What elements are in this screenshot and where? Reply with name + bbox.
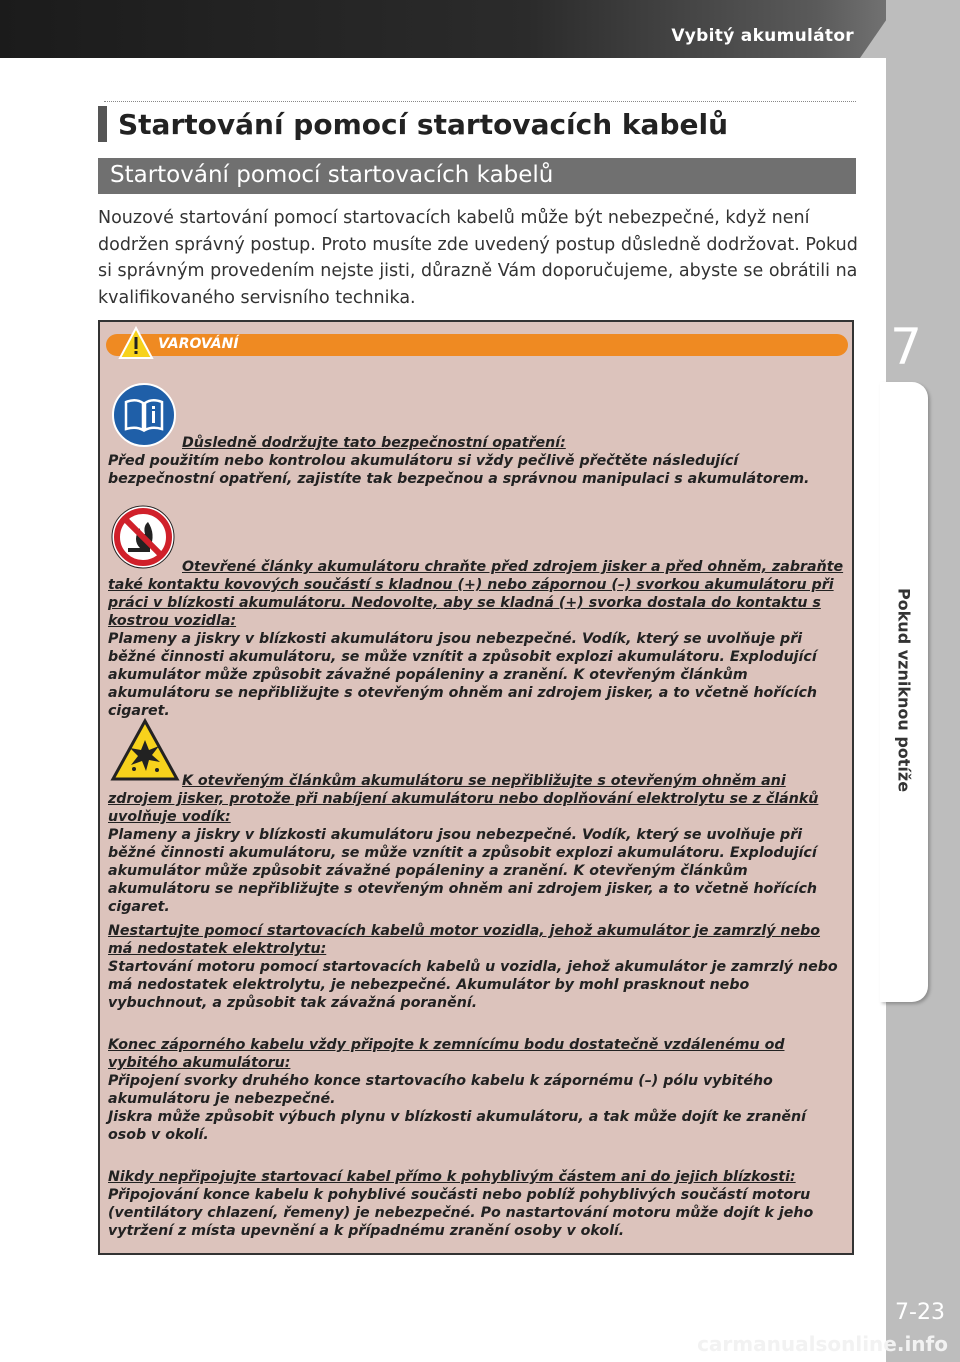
warning-box bbox=[98, 320, 854, 1255]
warning-item-6 bbox=[108, 1168, 848, 1240]
warning-item-6-body: Připojování konce kabelu k pohyblivé součásti nebo poblíž pohyblivých součástí motoru (ventilátory chlazení, řemeny) je nebezpečné. Po nastartování motoru může dojít k jeho vytržení z místa upevnění a k případnému zranění osoby v okolí. bbox=[108, 1187, 814, 1239]
section-title: Startování pomocí startovacích kabelů bbox=[110, 162, 554, 188]
warning-label: VAROVÁNÍ bbox=[158, 336, 239, 352]
title-marker bbox=[98, 106, 107, 142]
warning-item-5-body: Připojení svorky druhého konce startovacího kabelu k zápornému (–) pólu vybitého akumulátoru je nebezpečné. bbox=[108, 1073, 773, 1107]
warning-item-6-heading: Nikdy nepřipojujte startovací kabel přímo k pohyblivým částem ani do jejich blízkosti: bbox=[108, 1169, 796, 1185]
warning-item-2-heading: Otevřené články akumulátoru chraňte před zdrojem jisker a před ohněm, zabraňte také kontaktu kovových součástí s kladnou (+) nebo zápornou (–) svorkou akumulátoru při práci v blízkosti akumulátoru. Nedovolte, aby se kladná (+) svorka dostala do kontaktu s kostrou vozidla: bbox=[108, 559, 844, 629]
warning-triangle-icon bbox=[118, 326, 154, 360]
warning-item-3-body: Plameny a jiskry v blízkosti akumulátoru jsou nebezpečné. Vodík, který se uvolňuje při běžné činnosti akumulátoru, se může vznítit a způsobit explozi akumulátoru. Explodující akumulátor může způsobit závažné popáleniny a zranění. K otevřeným článkům akumulátoru se nepřibližujte s otevřeným ohněm ani zdrojem jisker, a to včetně hořících cigaret. bbox=[108, 827, 817, 915]
warning-item-4-heading: Nestartujte pomocí startovacích kabelů motor vozidla, jehož akumulátor je zamrzlý nebo má nedostatek elektrolytu: bbox=[108, 923, 821, 957]
warning-item-4-body: Startování motoru pomocí startovacích kabelů u vozidla, jehož akumulátor je zamrzlý nebo má nedostatek elektrolytu, je nebezpečné. Akumulátor by mohl prasknout nebo vybuchnout, a způsobit tak závažná poranění. bbox=[108, 959, 838, 1011]
header-bar bbox=[0, 0, 960, 58]
warning-item-2 bbox=[108, 558, 848, 720]
warning-item-3-heading: K otevřeným článkům akumulátoru se nepřibližujte s otevřeným ohněm ani zdrojem jisker, protože při nabíjení akumulátoru nebo doplňování elektrolytu se z článků uvolňuje vodík: bbox=[108, 773, 819, 825]
warning-header bbox=[106, 334, 848, 356]
page-title bbox=[98, 106, 858, 142]
section-header bbox=[98, 158, 856, 194]
page-title-text: Startování pomocí startovacích kabelů bbox=[118, 108, 729, 141]
warning-item-1-body: Před použitím nebo kontrolou akumulátoru si vždy pečlivě přečtěte následující bezpečnostní opatření, zajistíte tak bezpečnou a správnou manipulaci s akumulátorem. bbox=[108, 453, 810, 487]
warning-item-5-heading: Konec záporného kabelu vždy připojte k zemnícímu bodu dostatečně vzdálenému od vybitého akumulátoru: bbox=[108, 1037, 785, 1071]
watermark: carmanualsonline.info bbox=[697, 1332, 948, 1356]
page-number: 7-23 bbox=[895, 1300, 945, 1325]
warning-item-5 bbox=[108, 1036, 848, 1144]
warning-item-4 bbox=[108, 922, 848, 1012]
warning-item-3 bbox=[108, 772, 848, 916]
chapter-number: 7 bbox=[890, 318, 922, 376]
warning-item-2-body: Plameny a jiskry v blízkosti akumulátoru jsou nebezpečné. Vodík, který se uvolňuje při běžné činnosti akumulátoru, se může vznítit a způsobit explozi akumulátoru. Explodující akumulátor může způsobit závažné popáleniny a zranění. K otevřeným článkům akumulátoru se nepřibližujte s otevřeným ohněm ani zdrojem jisker, a to včetně hořících cigaret. bbox=[108, 631, 817, 719]
warning-item-1-heading: Důsledně dodržujte tato bezpečnostní opatření: bbox=[182, 435, 566, 451]
warning-item-1 bbox=[108, 434, 848, 488]
warning-item-5-body2: Jiskra může způsobit výbuch plynu v blízkosti akumulátoru, a tak může dojít ke zranění osob v okolí. bbox=[108, 1109, 807, 1143]
intro-paragraph: Nouzové startování pomocí startovacích kabelů může být nebezpečné, když není dodržen správný postup. Proto musíte zde uvedený postup důsledně dodržovat. Pokud si správným provedením nejste jisti, důrazně Vám doporučujeme, abyste se obrátili na kvalifikovaného servisního technika. bbox=[98, 208, 858, 308]
chapter-tab-label: Pokud vzniknou potíže bbox=[894, 587, 914, 793]
header-title: Vybitý akumulátor bbox=[671, 26, 854, 46]
title-divider bbox=[104, 101, 856, 102]
